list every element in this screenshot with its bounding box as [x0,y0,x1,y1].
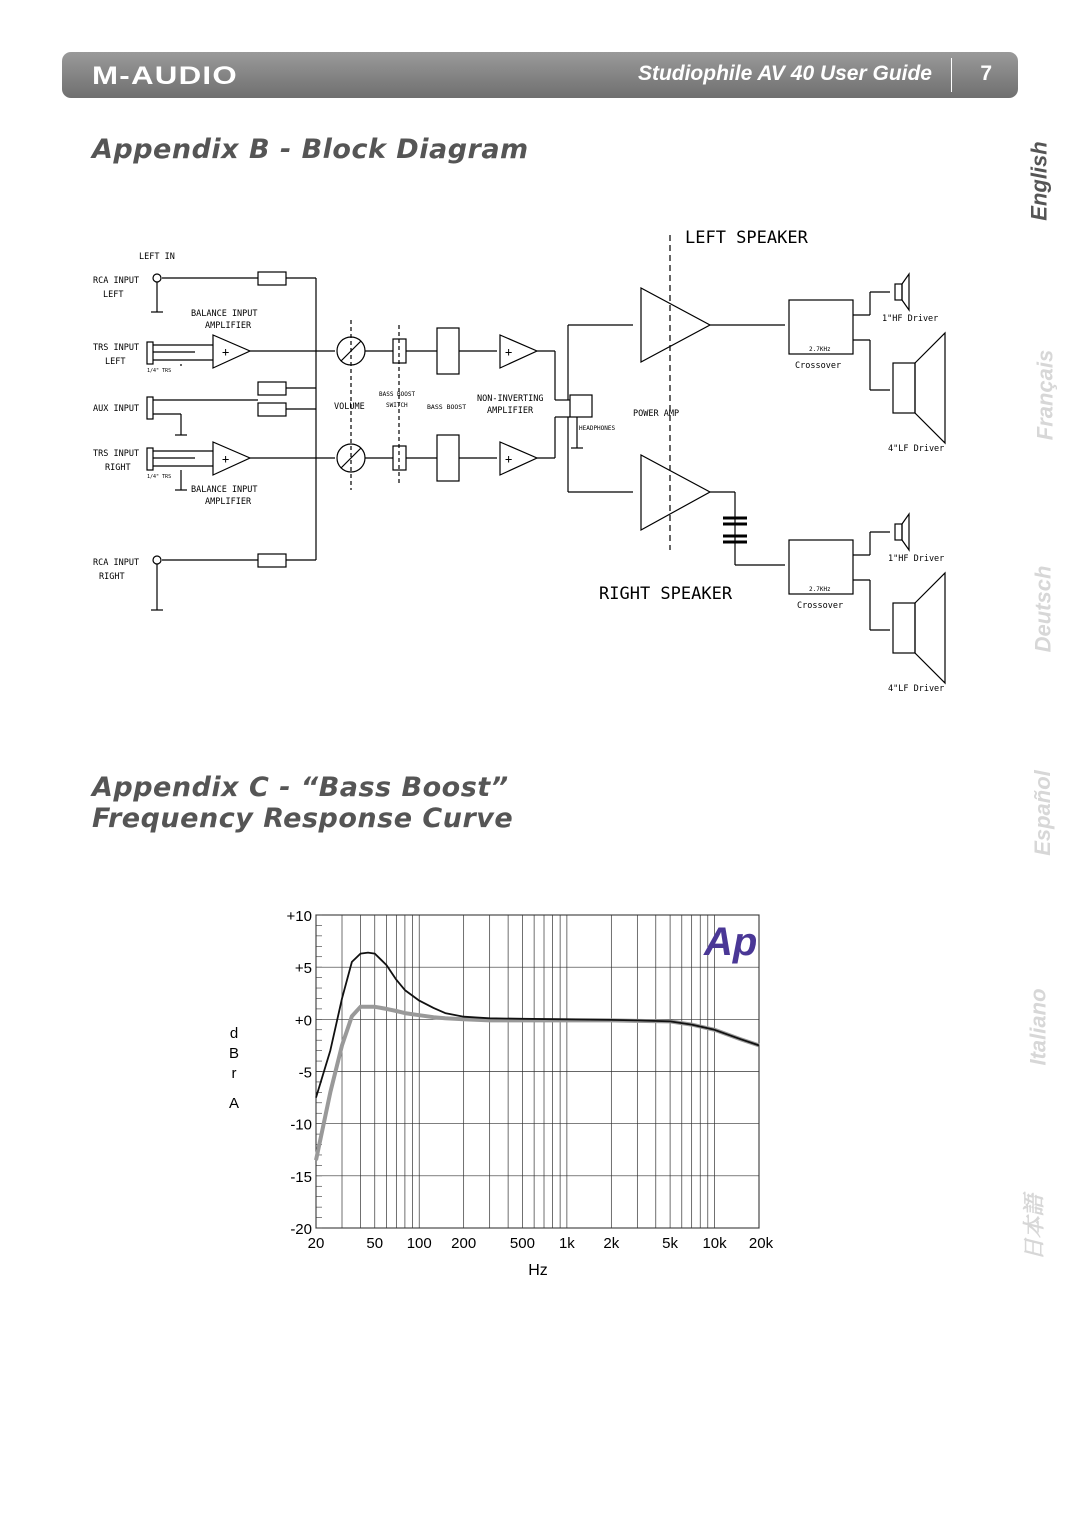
lang-tab-english[interactable]: English [1026,141,1052,221]
hf-driver-right [895,524,902,540]
x-tick-label: 20 [307,1235,325,1252]
language-tabs [1000,120,1060,1260]
svg-text:+: + [505,452,513,466]
brand-logo: M-AUDIO [92,62,238,90]
aux-jack [147,397,153,419]
svg-text:2.7KHz: 2.7KHz [809,346,831,353]
svg-text:SWITCH: SWITCH [386,402,408,409]
x-tick-label: 200 [451,1235,477,1252]
svg-text:VOLUME: VOLUME [334,402,365,412]
chart-series [316,953,759,1161]
svg-text:+: + [505,345,513,359]
input-resistor-rca-left [258,272,286,285]
svg-text:NON-INVERTING: NON-INVERTING [477,394,544,404]
balance-amp-right [213,442,250,475]
rca-jack-left [153,274,161,282]
lang-tab-espanol[interactable]: Español [1029,770,1055,856]
y-axis-label-part: B [228,1045,240,1062]
guide-title: Studiophile AV 40 User Guide [637,62,932,85]
svg-text:RIGHT: RIGHT [105,463,131,473]
left-speaker-label: LEFT SPEAKER [685,228,808,248]
rca-jack-right [153,556,161,564]
lf-driver-left [893,363,915,413]
svg-text:RCA INPUT: RCA INPUT [93,558,140,568]
balance-amp-left [213,335,250,368]
y-tick-label: -5 [298,1064,312,1082]
svg-text:1/4" TRS: 1/4" TRS [147,474,172,480]
svg-text:Crossover: Crossover [795,361,842,371]
svg-text:LEFT: LEFT [105,357,126,367]
x-tick-label: 20k [748,1235,774,1252]
y-tick-label: +5 [294,960,312,978]
block-diagram [85,220,965,705]
svg-text:4"LF Driver: 4"LF Driver [888,444,945,454]
lang-tab-japanese[interactable]: 日本語 [1021,1194,1047,1261]
input-resistor-1 [258,382,286,395]
svg-text:AMPLIFIER: AMPLIFIER [487,406,534,416]
lang-tab-francais[interactable]: Français [1032,349,1058,441]
svg-text:AUX INPUT: AUX INPUT [93,404,140,414]
svg-text:1"HF Driver: 1"HF Driver [882,314,939,324]
svg-text:+: + [222,345,230,359]
svg-text:BALANCE INPUT: BALANCE INPUT [191,485,258,495]
lf-driver-right [893,603,915,653]
power-amp-left [641,288,710,362]
page-number: 7 [980,62,992,85]
hf-driver-left [895,284,902,300]
y-tick-label: +10 [286,908,312,925]
svg-text:AMPLIFIER: AMPLIFIER [205,321,252,331]
svg-text:LEFT: LEFT [103,290,124,300]
x-tick-label: 500 [509,1235,535,1252]
x-tick-label: 5k [662,1235,679,1252]
svg-text:TRS INPUT: TRS INPUT [93,449,140,459]
appendix-c-title-line1: Appendix C - “Bass Boost” [92,772,509,803]
input-resistor-2 [258,403,286,416]
frequency-response-chart [220,895,780,1295]
svg-text:TRS INPUT: TRS INPUT [93,343,140,353]
svg-text:BASS BOOST: BASS BOOST [427,403,467,411]
svg-text:1/4" TRS: 1/4" TRS [147,368,172,374]
appendix-c-title-line2: Frequency Response Curve [92,803,514,834]
y-axis-label-part: A [228,1095,240,1112]
svg-text:+: + [222,452,230,466]
header-divider [951,58,952,92]
svg-text:AMPLIFIER: AMPLIFIER [205,497,252,507]
y-axis-label-part: r [231,1065,237,1082]
svg-text:BALANCE INPUT: BALANCE INPUT [191,309,258,319]
svg-text:HEADPHONES: HEADPHONES [579,425,616,432]
svg-text:4"LF Driver: 4"LF Driver [888,684,945,694]
svg-text:Crossover: Crossover [797,601,844,611]
input-resistor-rca-right [258,554,286,567]
y-tick-label: -20 [290,1221,312,1238]
lang-tab-deutsch[interactable]: Deutsch [1030,565,1056,653]
x-tick-label: 1k [558,1235,575,1252]
x-tick-label: 10k [702,1235,727,1252]
svg-text:POWER AMP: POWER AMP [633,409,680,419]
x-tick-label: 2k [603,1235,620,1252]
trs-jack-left [147,342,153,364]
svg-text:1"HF Driver: 1"HF Driver [888,554,945,564]
power-amp-right [641,455,710,530]
x-tick-label: 50 [366,1235,384,1252]
y-tick-label: -10 [290,1116,312,1134]
svg-text:RIGHT: RIGHT [99,572,125,582]
page-header [62,52,1018,98]
svg-text:BASS BOOST: BASS BOOST [379,391,416,398]
y-tick-label: +0 [294,1012,312,1030]
appendix-b-title: Appendix B - Block Diagram [92,134,529,165]
lang-tab-italiano[interactable]: Italiano [1025,988,1051,1066]
x-axis-label: Hz [528,1262,548,1279]
bass-boost-block-right [437,435,459,481]
x-tick-label: 100 [406,1235,432,1252]
right-speaker-label: RIGHT SPEAKER [599,584,733,604]
headphone-jack [570,395,592,417]
series-line-1 [316,953,759,1098]
bass-boost-block-left [437,328,459,374]
svg-text:LEFT IN: LEFT IN [139,252,175,262]
svg-text:2.7KHz: 2.7KHz [809,586,831,593]
series-line-2 [316,1007,759,1160]
y-tick-label: -15 [290,1168,312,1186]
y-axis-label-part: d [229,1025,239,1042]
svg-text:RCA INPUT: RCA INPUT [93,276,140,286]
trs-jack-right [147,448,153,470]
audio-precision-logo: Ap [704,920,758,964]
